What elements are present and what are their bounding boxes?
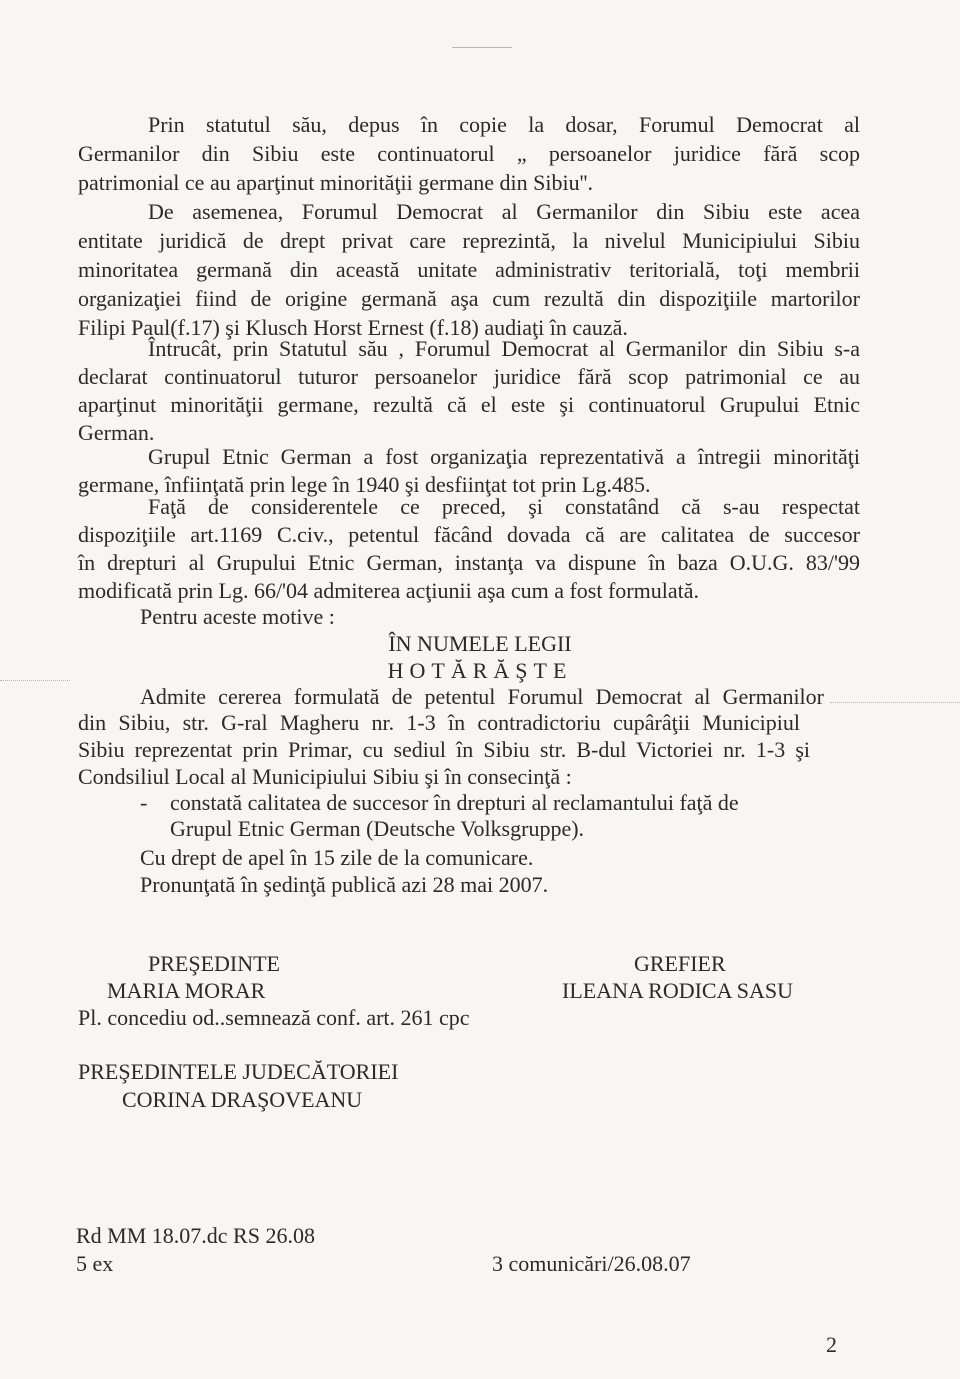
signature-clerk-name: ILEANA RODICA SASU [562,978,794,1003]
heading-hotaraste: HOTĂRĂŞTE [387,658,573,683]
body-text-line: Prin statutul său, depus în copie la dosar, Forumul Democrat al [148,112,860,137]
body-text-line: Întrucât, prin Statutul său , Forumul Democrat al Germanilor din Sibiu s-a [148,336,860,361]
body-text-line: declarat continuatorul tuturor persoanelor juridice fără scop patrimonial ce au [78,364,860,389]
body-text-line: Condsiliul Local al Municipiului Sibiu şi în consecinţă : [78,764,572,789]
body-text-line: entitate juridică de drept privat care reprezintă, la nivelul Municipiului Sibiu [78,228,860,253]
body-text-line: germane, înfiinţată prin lege în 1940 şi desfiinţat tot prin Lg.485. [78,472,651,497]
body-text-line: Sibiu reprezentat prin Primar, cu sediul în Sibiu str. B-dul Victoriei nr. 1-3 şi [78,737,810,762]
heading-in-numele-legii: ÎN NUMELE LEGII [388,631,572,656]
signature-president-title: PREŞEDINTE [148,951,280,976]
signature-clerk-title: GREFIER [634,951,726,976]
body-text-line: Germanilor din Sibiu este continuatorul „ persoanelor juridice fără scop [78,141,860,166]
bullet-text: Grupul Etnic German (Deutsche Volksgruppe). [170,816,585,841]
signature-president-note: Pl. concediu od..semnează conf. art. 261 cpc [78,1005,470,1030]
footer-copies: 5 ex [76,1251,114,1276]
bullet-dash: - [140,790,148,815]
body-text-line: minoritatea germană din această unitate administrativ teritorială, toţi membrii [78,257,860,282]
body-text-line: patrimonial ce au aparţinut minorităţii germane din Sibiu''. [78,170,594,195]
body-text-line: Cu drept de apel în 15 zile de la comunicare. [140,845,534,870]
body-text-line: modificată prin Lg. 66/'04 admiterea acţiunii aşa cum a fost formulată. [78,578,699,603]
body-text-line: Filipi Paul(f.17) şi Klusch Horst Ernest (f.18) audiaţi în cauză. [78,315,628,340]
footer-registration: Rd MM 18.07.dc RS 26.08 [76,1223,315,1248]
signature-court-president-name: CORINA DRAŞOVEANU [122,1087,363,1112]
body-text-line: din Sibiu, str. G-ral Magheru nr. 1-3 în contradictoriu cupârâţii Municipiul [78,710,800,735]
scan-artifact-left [0,680,70,681]
bullet-text: constată calitatea de succesor în drepturi al reclamantului faţă de [170,790,739,815]
body-text-line: aparţinut minorităţii germane, rezultă că el este şi continuatorul Grupului Etnic [78,392,860,417]
body-text-line: Grupul Etnic German a fost organizaţia reprezentativă a întregii minorităţi [148,444,860,469]
body-text-line: organizaţiei fiind de origine germană aşa cum rezultă din dispoziţiile martorilor [78,286,860,311]
body-text-line: De asemenea, Forumul Democrat al Germanilor din Sibiu este acea [148,199,860,224]
footer-communications: 3 comunicări/26.08.07 [492,1251,691,1276]
body-text-line: Pentru aceste motive : [140,604,335,629]
body-text-line: German. [78,420,155,445]
page-number: 2 [826,1332,837,1357]
signature-court-president-title: PREŞEDINTELE JUDECĂTORIEI [78,1059,399,1084]
body-text-line: Pronunţată în şedinţă publică azi 28 mai 2007. [140,872,549,897]
body-text-line: în drepturi al Grupului Etnic German, instanţa va dispune în baza O.U.G. 83/'99 [78,550,860,575]
scan-artifact-right [830,702,960,703]
body-text-line: Faţă de considerentele ce preced, şi constatând că s-au respectat [148,494,860,519]
scan-artifact-top [452,47,512,48]
body-text-line: dispoziţiile art.1169 C.civ., petentul făcând dovada că are calitatea de succesor [78,522,860,547]
signature-president-name: MARIA MORAR [107,978,266,1003]
body-text-line: Admite cererea formulată de petentul Forumul Democrat al Germanilor [140,684,824,709]
